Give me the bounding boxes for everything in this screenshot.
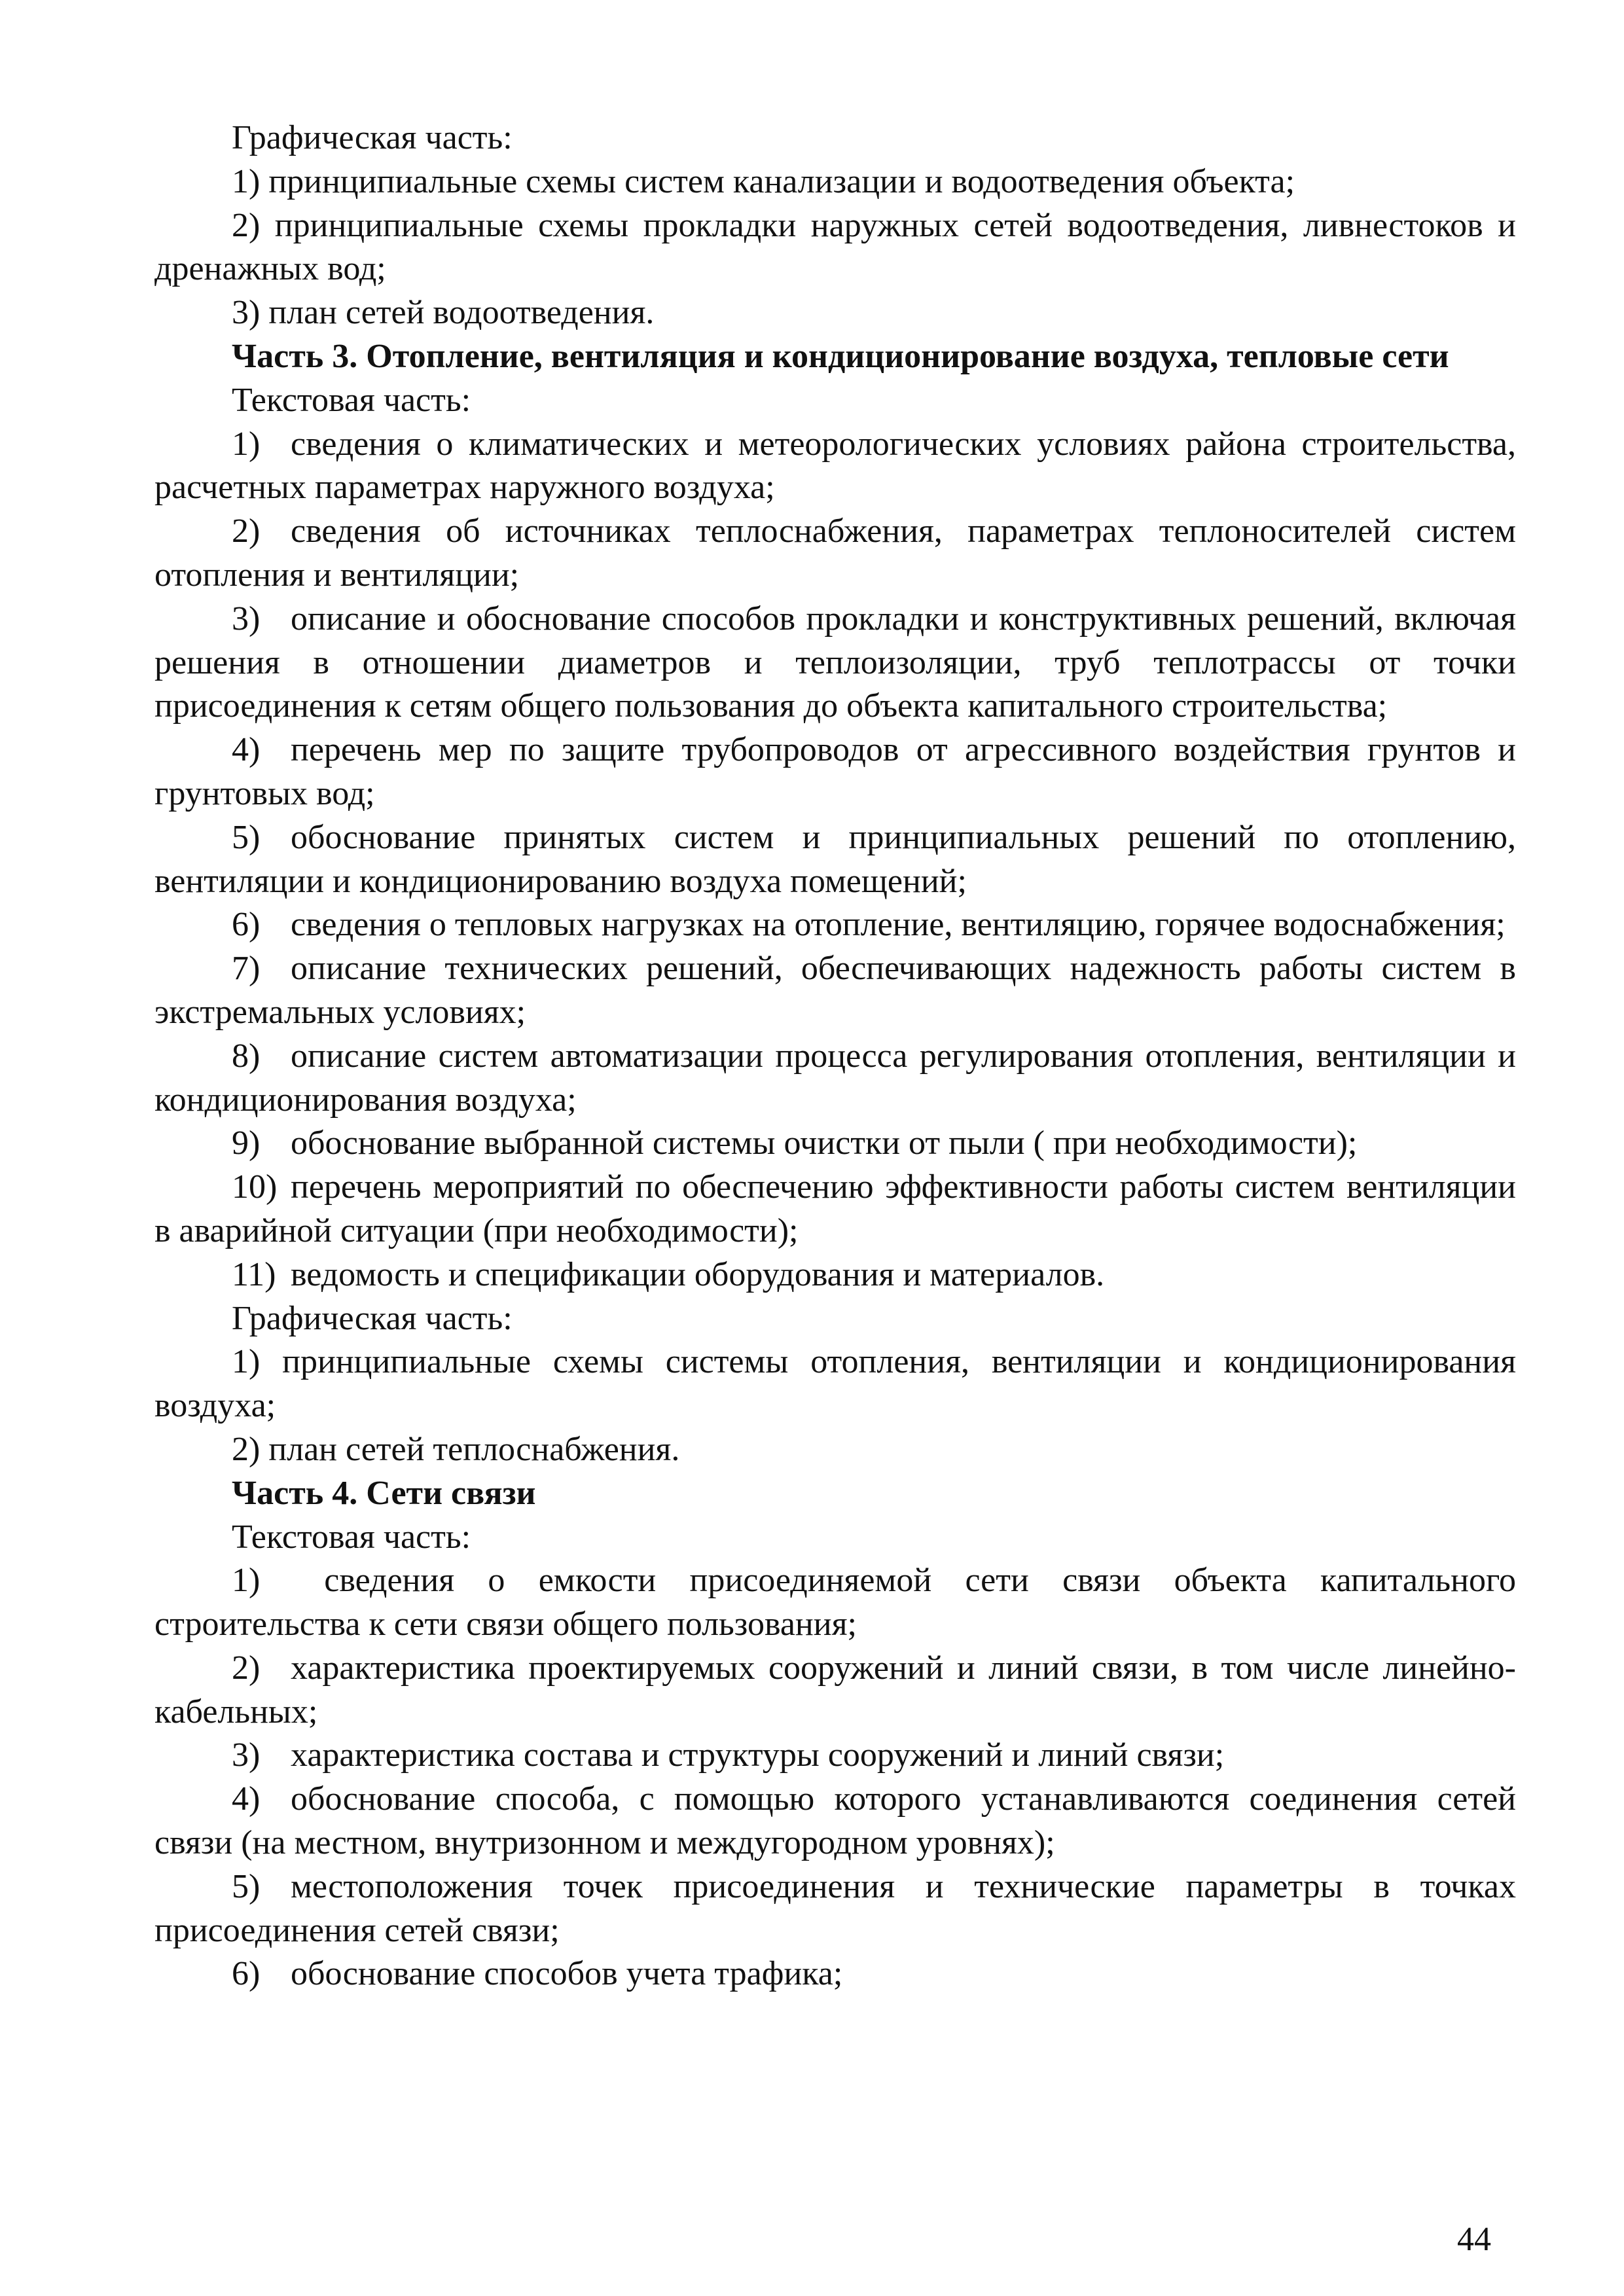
list-item-number: 11) (232, 1255, 276, 1293)
list-item-text: ведомость и спецификации оборудования и материалов. (291, 1255, 1105, 1293)
list-item (154, 947, 1516, 1035)
list-item-number: 6) (232, 906, 261, 944)
list-item (154, 1734, 1516, 1778)
list-item-number: 4) (232, 1780, 261, 1818)
list-item-text: описание и обоснование способов прокладки и конструктивных решений, включая решения в отношении диаметров и теплоизоляции, труб теплотрассы от точки присоединения к сетям общего пользования до объекта капитального строительства; (154, 600, 1516, 725)
paragraph: Графическая часть: (232, 1299, 513, 1337)
list-item-text: сведения о тепловых нагрузках на отопление, вентиляцию, горячее водоснабжения; (291, 906, 1506, 944)
list-item-number: 3) (232, 1736, 261, 1774)
list-item-text: обоснование принятых систем и принципиальных решений по отоплению, вентиляции и кондиционированию воздуха помещений; (154, 818, 1516, 900)
list-item-text: обоснование способа, с помощью которого устанавливаются соединения сетей связи (на местном, внутризонном и междугородном уровнях); (154, 1780, 1516, 1862)
list-item-text: обоснование выбранной системы очистки от пыли ( при необходимости); (291, 1124, 1358, 1162)
list-item (154, 1253, 1516, 1297)
list-item-number: 3) (232, 600, 261, 637)
paragraph: 1) принципиальные схемы системы отопления, вентиляции и кондиционирования воздуха; (154, 1343, 1516, 1425)
list-item (154, 1647, 1516, 1734)
list-item-text: характеристика проектируемых сооружений и линий связи, в том числе линейно-кабельных; (154, 1649, 1516, 1731)
paragraph: Графическая часть: (232, 119, 513, 156)
list-item (154, 1166, 1516, 1253)
list-item (154, 598, 1516, 728)
paragraph: Текстовая часть: (232, 381, 471, 419)
list-item (154, 423, 1516, 511)
list-item-number: 9) (232, 1124, 261, 1162)
list-item-number: 2) (232, 1649, 261, 1687)
section-heading: Часть 3. Отопление, вентиляция и кондиционирование воздуха, тепловые сети (232, 337, 1449, 375)
list-item (154, 1122, 1516, 1166)
list-item-number: 5) (232, 1867, 261, 1905)
list-item-text: описание технических решений, обеспечивающих надежность работы систем в экстремальных условиях; (154, 950, 1516, 1031)
list-item-number: 2) (232, 512, 261, 550)
paragraph: 2) принципиальные схемы прокладки наружных сетей водоотведения, ливнестоков и дренажных вод; (154, 206, 1516, 288)
list-item (154, 1865, 1516, 1953)
list-item-number: 10) (232, 1168, 278, 1206)
list-item-number: 1) (232, 1562, 261, 1600)
page-number: 44 (1457, 2221, 1491, 2258)
list-item-text: описание систем автоматизации процесса регулирования отопления, вентиляции и кондиционирования воздуха; (154, 1037, 1516, 1119)
list-item-text: обоснование способов учета трафика; (291, 1955, 843, 1993)
list-item (154, 510, 1516, 598)
list-item (154, 1035, 1516, 1122)
list-item-text: перечень мер по защите трубопроводов от агрессивного воздействия грунтов и грунтовых вод; (154, 731, 1516, 812)
list-item (154, 1559, 1516, 1647)
list-item (154, 903, 1516, 947)
list-item (154, 728, 1516, 816)
list-item-text: сведения об источниках теплоснабжения, параметрах теплоносителей систем отопления и вентиляции; (154, 512, 1516, 594)
paragraph: 1) принципиальные схемы систем канализации и водоотведения объекта; (232, 162, 1295, 200)
list-item-number: 1) (232, 425, 261, 463)
list-item-number: 5) (232, 818, 261, 856)
list-item (154, 816, 1516, 904)
list-item-number: 8) (232, 1037, 261, 1075)
list-item-number: 6) (232, 1955, 261, 1993)
list-item-number: 4) (232, 731, 261, 769)
list-item-text: местоположения точек присоединения и технические параметры в точках присоединения сетей связи; (154, 1867, 1516, 1949)
list-item-text: сведения о емкости присоединяемой сети связи объекта капитального строительства к сети связи общего пользования; (154, 1562, 1516, 1643)
paragraph: 3) план сетей водоотведения. (232, 294, 655, 332)
paragraph: 2) план сетей теплоснабжения. (232, 1430, 680, 1468)
page-body (154, 117, 1516, 1996)
section-heading: Часть 4. Сети связи (232, 1474, 536, 1512)
list-item-text: сведения о климатических и метеорологических условиях района строительства, расчетных параметрах наружного воздуха; (154, 425, 1516, 507)
list-item (154, 1952, 1516, 1996)
list-item-text: перечень мероприятий по обеспечению эффективности работы систем вентиляции в аварийной ситуации (при необходимости); (154, 1168, 1516, 1249)
paragraph: Текстовая часть: (232, 1518, 471, 1556)
list-item (154, 1778, 1516, 1865)
list-item-number: 7) (232, 950, 261, 988)
list-item-text: характеристика состава и структуры сооружений и линий связи; (291, 1736, 1225, 1774)
